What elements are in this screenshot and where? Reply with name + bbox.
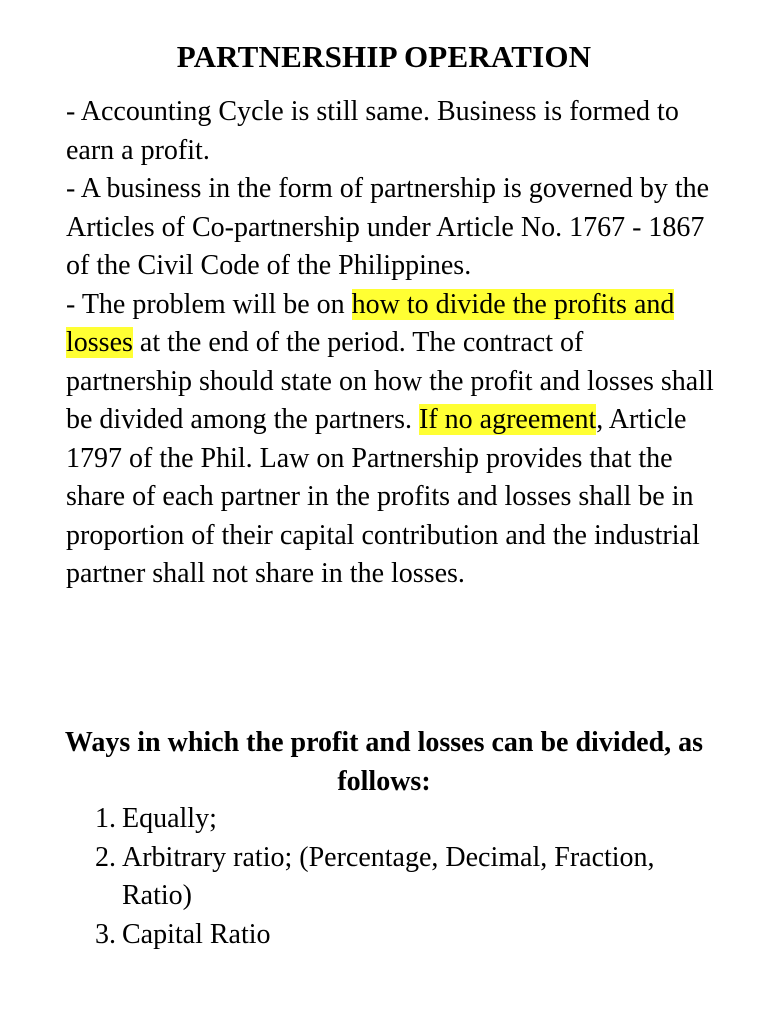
list-item-number: 2. xyxy=(95,841,116,873)
list-item-number: 3. xyxy=(95,918,116,950)
paragraph-text-segment: at the end of the period. The contract of partnership should state on how the profit and losses shall be divided among the partners. xyxy=(66,327,714,435)
highlighted-text: If no agreement xyxy=(419,404,597,435)
body-text xyxy=(66,93,716,594)
list-item xyxy=(66,800,716,839)
list-item-text: Capital Ratio xyxy=(122,918,271,950)
highlighted-text: how to divide the profits and losses xyxy=(66,288,675,358)
paragraph-text-segment: , Article 1797 of the Phil. Law on Partnership provides that the share of each partner in the profits and losses shall be in proportion of their capital contribution and the industrial partner shall not share in the losses. xyxy=(66,404,700,589)
page-title: PARTNERSHIP OPERATION xyxy=(176,39,592,74)
list-item xyxy=(66,839,716,916)
paragraph-text-segment: - The problem will be on xyxy=(66,288,352,320)
paragraph-profit-division xyxy=(66,286,716,594)
list-item-text: Arbitrary ratio; (Percentage, Decimal, Fraction, Ratio) xyxy=(122,841,655,911)
division-methods-list xyxy=(66,800,716,954)
section-subheading: Ways in which the profit and losses can be divided, as follows: xyxy=(64,727,704,797)
paragraph-accounting-cycle: - Accounting Cycle is still same. Business is formed to earn a profit. xyxy=(66,96,679,166)
paragraph-articles-of-copartnership: - A business in the form of partnership is governed by the Articles of Co-partnership under Article No. 1767 - 1867 of the Civil Code of the Philippines. xyxy=(66,173,710,281)
list-item xyxy=(66,916,716,955)
list-item-number: 1. xyxy=(95,803,116,834)
list-item-text: Equally; xyxy=(122,803,217,834)
